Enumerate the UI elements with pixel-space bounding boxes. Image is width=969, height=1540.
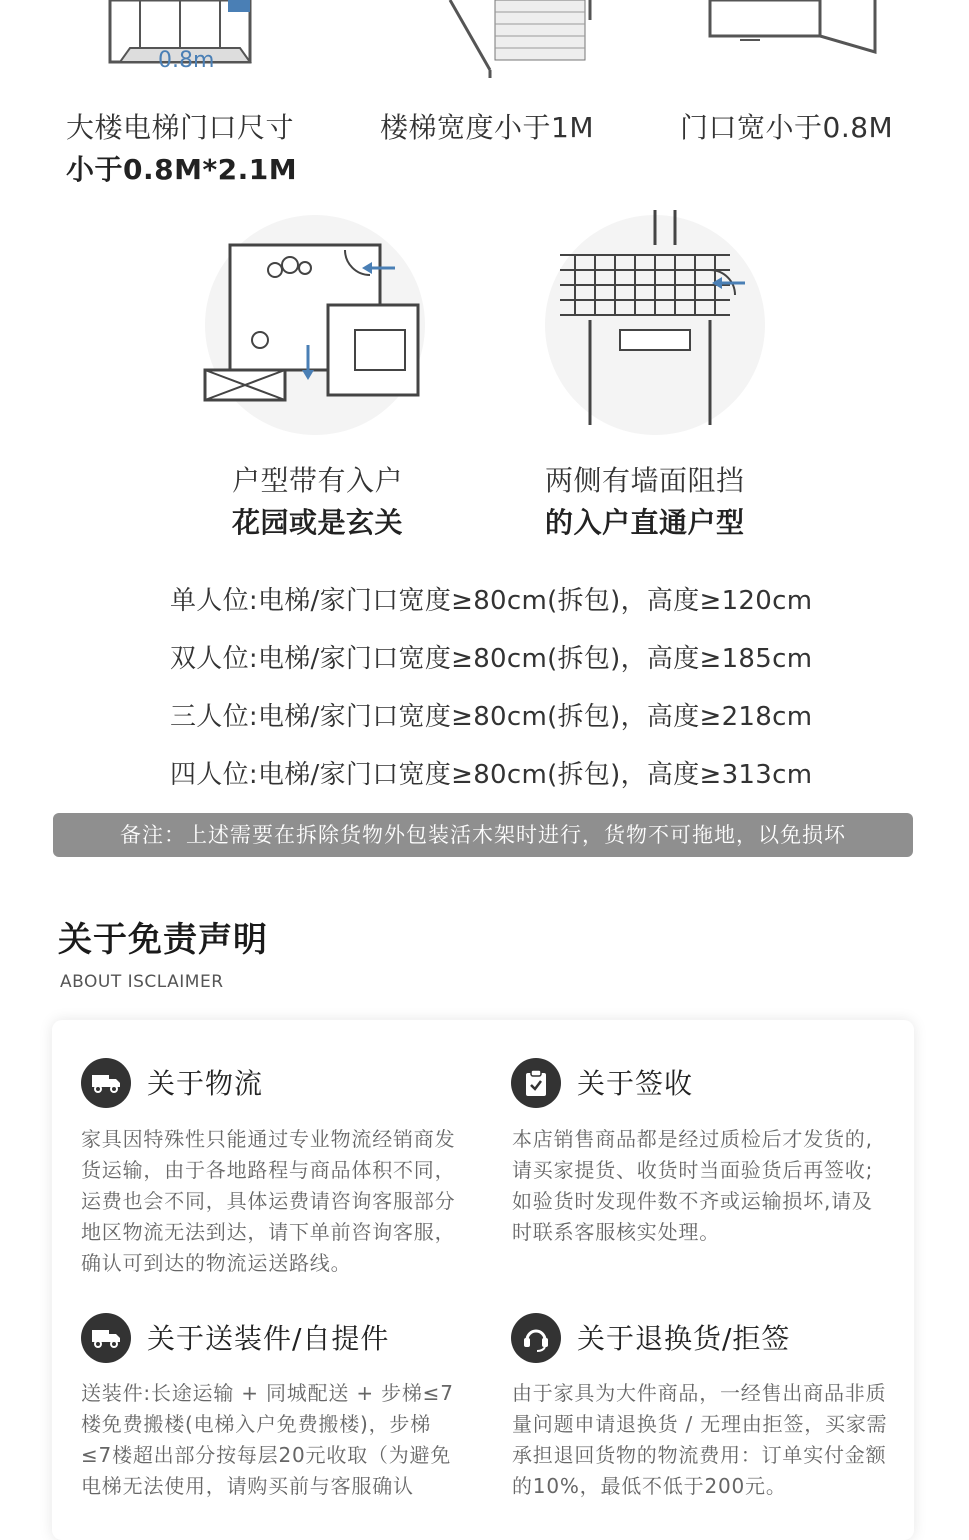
clipboard-check-icon	[511, 1058, 561, 1108]
block-title-receipt: 关于签收	[577, 1067, 694, 1100]
block-title-logistics: 关于物流	[147, 1067, 264, 1100]
section-title: 关于免责声明	[58, 920, 268, 960]
door-illustration	[700, 0, 900, 70]
spec-double: 双人位:电梯/家门口宽度≥80cm(拆包)，高度≥185cm	[170, 644, 813, 674]
caption-wall: 两侧有墙面阻挡 的入户直通户型	[545, 464, 745, 539]
block-text-logistics: 家具因特殊性只能通过专业物流经销商发货运输，由于各地路程与商品体积不同，运费也会不同，具体运费请咨询客服部分地区物流无法到达，请下单前咨询客服，确认可到达的物流运送路线。	[81, 1127, 456, 1275]
spec-triple: 三人位:电梯/家门口宽度≥80cm(拆包)，高度≥218cm	[170, 702, 813, 732]
block-text-delivery: 送装件:长途运输 + 同城配送 + 步梯≤7楼免费搬楼(电梯入户免费搬楼)，步梯≤7楼超出部分按每层20元收取（为避免电梯无法使用，请购买前与客服确认	[81, 1381, 454, 1498]
truck-icon	[81, 1058, 131, 1108]
floorplan-wall-illustration	[530, 205, 780, 440]
spec-single: 单人位:电梯/家门口宽度≥80cm(拆包)，高度≥120cm	[170, 586, 813, 616]
floorplan-garden-illustration	[190, 210, 440, 440]
block-text-returns: 由于家具为大件商品，一经售出商品非质量问题申请退换货 / 无理由拒签，买家需承担退回货物的物流费用：订单实付金额的10%，最低不低于200元。	[512, 1381, 888, 1498]
block-text-receipt: 本店销售商品都是经过质检后才发货的,请买家提货、收货时当面验货后再签收;如验货时发现件数不齐或运输损坏,请及时联系客服核实处理。	[512, 1127, 874, 1244]
stairs-illustration	[430, 0, 610, 80]
spec-quad: 四人位:电梯/家门口宽度≥80cm(拆包)，高度≥313cm	[170, 760, 813, 790]
section-subtitle: ABOUT ISCLAIMER	[60, 972, 224, 992]
disclaimer-card	[52, 1020, 914, 1540]
headset-icon	[511, 1313, 561, 1363]
note-bar: 备注：上述需要在拆除货物外包装活木架时进行，货物不可拖地，以免损坏	[53, 813, 913, 857]
truck-icon	[81, 1313, 131, 1363]
block-title-returns: 关于退换货/拒签	[577, 1322, 791, 1355]
caption-elevator: 大楼电梯门口尺寸 小于0.8M*2.1M	[66, 111, 298, 186]
block-title-delivery: 关于送装件/自提件	[147, 1322, 390, 1355]
caption-garden: 户型带有入户 花园或是玄关	[232, 464, 404, 539]
width-marker: 0.8m	[158, 48, 215, 73]
caption-stairs: 楼梯宽度小于1M	[380, 111, 594, 144]
caption-door: 门口宽小于0.8M	[680, 111, 894, 144]
